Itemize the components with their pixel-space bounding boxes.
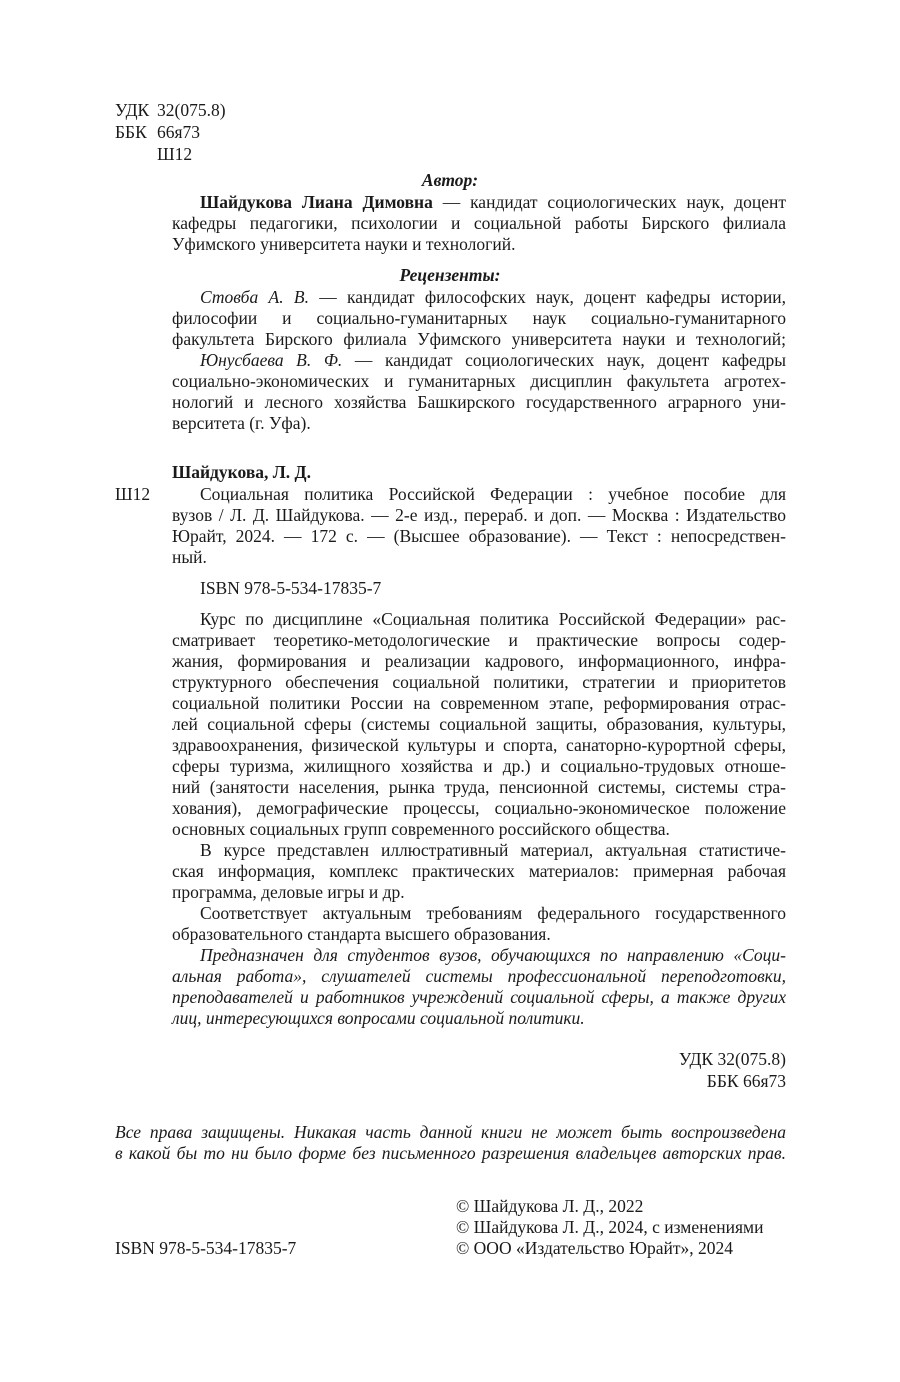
annotation-p4: альная работа», слушателей системы профессиональной переподготовки, преподавателей и работников учреждений социальной сферы, а также других лиц, интересующихся вопросами социальной политики. (172, 966, 786, 1028)
reviewer-1-cont: философии и социально-гуманитарных наук социально-гуманитарного факультета Бирского филиала Уфимского университета науки и технологий; (172, 308, 786, 349)
bbk-line (115, 122, 200, 143)
annotation-p4-first: Предназначен для студентов вузов, обучающихся по направлению «Соци- (200, 945, 786, 965)
author-entry-cont: кафедры педагогики, психологии и социальной работы Бирского филиала Уфимского университета науки и технологий. (172, 213, 786, 254)
annotation-p3-first: Соответствует актуальным требованиям федерального государственного (200, 903, 786, 923)
copyright-line: © Шайдукова Л. Д., 2022 (456, 1196, 644, 1216)
reviewer-1: Стовба А. В. — кандидат философских наук, доцент кафедры истории, (200, 287, 786, 307)
copyright-line: © ООО «Издательство Юрайт», 2024 (456, 1238, 733, 1258)
reviewer-1-name: Стовба А. В. (200, 287, 309, 307)
bib-heading: Шайдукова, Л. Д. (172, 462, 311, 482)
annotation-p2-first: В курсе представлен иллюстративный материал, актуальная статистиче- (200, 840, 786, 860)
udk-line (115, 100, 226, 121)
bib-isbn: ISBN 978-5-534-17835-7 (200, 578, 382, 598)
annotation-p3: образовательного стандарта высшего образования. (172, 924, 551, 944)
copyright-list (456, 1196, 763, 1259)
author-entry: Шайдукова Лиана Димовна — кандидат социологических наук, доцент (200, 192, 787, 212)
annotation-p1: сматривает теоретико-методологические и практические вопросы содер- жания, формирования и реализации кадрового, информационного, инфра- структурного обеспечения социальной политики, стратегии и приоритетов социальной политики России на современном этапе, реформирования отрас- лей социальной сферы (системы социальной защиты, образования, культуры, здравоохранения, физической культуры и спорта, санаторно-курортной сферы, сферы туризма, жилищного хозяйства и др.) и социально-трудовых отноше- ний (занятости населения, рынка труда, пенсионной системы, системы стра- хования), демографические процессы, социально-экономическое положение основных социальных групп современного российского общества. (172, 630, 786, 839)
annotation-p1-first: Курс по дисциплине «Социальная политика Российской Федерации» рас- (200, 609, 786, 629)
rights-notice: Все права защищены. Никакая часть данной книги не может быть воспроизведена в какой бы то ни было форме без письменного разрешения владельцев авторских прав. (115, 1122, 786, 1163)
author-sign: Ш12 (157, 144, 193, 164)
copyright-line: © Шайдукова Л. Д., 2024, с изменениями (456, 1217, 764, 1237)
reviewer-2-cont: социально-экономических и гуманитарных дисциплин факультета агротех- нологий и лесного хозяйства Башкирского государственного аграрного уни- верситета (г. Уфа). (172, 371, 786, 433)
bottom-bbk: ББК 66я73 (706, 1071, 786, 1091)
author-heading: Автор: (421, 170, 479, 190)
annotation-p2: ская информация, комплекс практических материалов: примерная рабочая программа, деловые игры и др. (172, 861, 786, 902)
udk-label: УДК (115, 100, 150, 120)
author-name: Шайдукова Лиана Димовна (200, 192, 433, 212)
bib-description: Социальная политика Российской Федерации : учебное пособие для (200, 484, 786, 504)
udk-value: 32(075.8) (157, 100, 226, 120)
bib-description-cont: вузов / Л. Д. Шайдукова. — 2-е изд., перераб. и доп. — Москва : Издательство Юрайт, 2024. — 172 с. — (Высшее образование). — Текст : непосредствен- ный. (172, 505, 786, 567)
reviewer-2: Юнусбаева В. Ф. — кандидат социологических наук, доцент кафедры (200, 350, 786, 370)
bbk-value: 66я73 (157, 122, 201, 142)
footer-isbn: ISBN 978-5-534-17835-7 (115, 1238, 297, 1258)
bbk-label: ББК (115, 122, 147, 142)
bib-sign: Ш12 (115, 484, 151, 504)
reviewers-heading: Рецензенты: (399, 265, 501, 285)
bottom-udk: УДК 32(075.8) (678, 1049, 786, 1069)
reviewer-2-name: Юнусбаева В. Ф. (200, 350, 343, 370)
